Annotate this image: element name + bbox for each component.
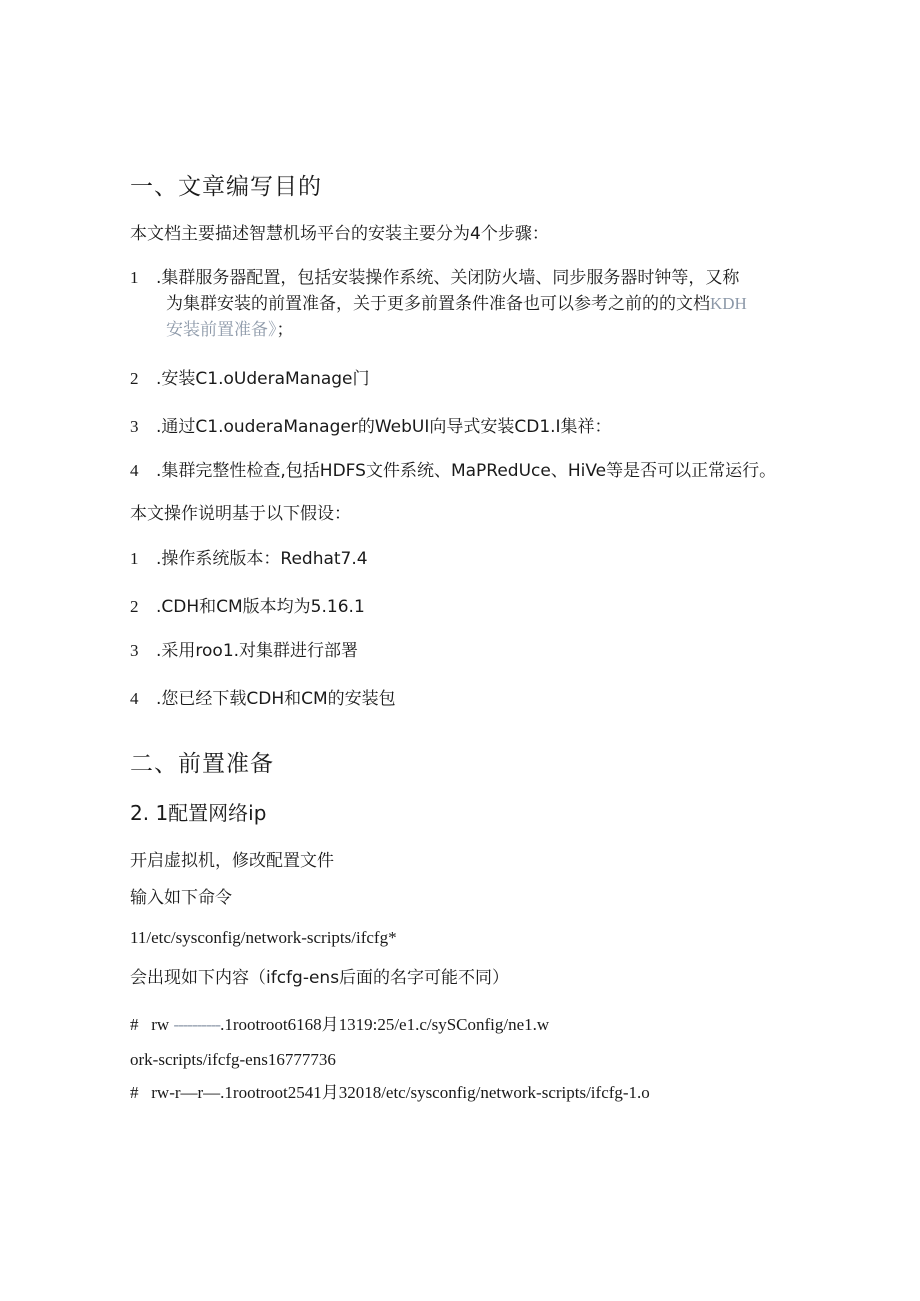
intro-paragraph: 本文档主要描述智慧机场平台的安装主要分为4个步骤： <box>130 224 549 244</box>
assumption-number: 1 <box>130 549 139 568</box>
output-line-2 <box>130 1081 650 1105</box>
output-line-1-continuation: ork-scripts/ifcfg-ens16777736 <box>130 1050 336 1069</box>
step-2 <box>130 367 370 391</box>
step-text: .安装C1.oUderaManage门 <box>156 369 370 389</box>
step-1 <box>130 266 739 290</box>
step-text: .集群服务器配置，包括安装操作系统、关闭防火墙、同步服务器时钟等，又称 <box>156 268 740 288</box>
step-text: .集群完整性检查,包括HDFS文件系统、MaPRedUce、HiVe等是否可以正常运行。 <box>156 461 777 481</box>
hash-symbol: # <box>130 1083 139 1102</box>
subsection-heading: 2. 1配置网络ip <box>130 801 267 825</box>
step-1-continuation <box>166 292 747 316</box>
step-4 <box>130 459 776 483</box>
step-number: 1 <box>130 268 139 287</box>
output-text: .1rootroot6168月1319:25/e1.c/sySConfig/ne1.w <box>220 1015 550 1034</box>
assumption-number: 3 <box>130 641 139 660</box>
assumptions-intro: 本文操作说明基于以下假设： <box>130 504 351 524</box>
output-dashes: ---------- <box>173 1015 221 1034</box>
output-text: rw-r—r—.1rootroot2541月32018/etc/sysconfig/network-scripts/ifcfg-1.o <box>151 1083 650 1102</box>
assumption-text: .您已经下载CDH和CM的安装包 <box>156 689 396 709</box>
assumption-4 <box>130 687 396 711</box>
paragraph-open-vm: 开启虚拟机，修改配置文件 <box>130 851 334 871</box>
step-text: .通过C1.ouderaManager的WebUI向导式安装CD1.I集祥： <box>156 417 612 437</box>
assumption-number: 4 <box>130 689 139 708</box>
step-number: 3 <box>130 417 139 436</box>
step-3 <box>130 415 612 439</box>
step-number: 4 <box>130 461 139 480</box>
step-text: 为集群安装的前置准备，关于更多前置条件准备也可以参考之前的的文档 <box>166 294 710 314</box>
assumption-2 <box>130 595 365 619</box>
command-line: 11/etc/sysconfig/network-scripts/ifcfg* <box>130 928 397 947</box>
paragraph-input-command: 输入如下命令 <box>130 888 232 908</box>
assumption-1 <box>130 547 368 571</box>
step-1-continuation-2 <box>166 318 294 342</box>
output-text: rw <box>151 1015 170 1034</box>
assumption-text: .采用roo1.对集群进行部署 <box>156 641 359 661</box>
hash-symbol: # <box>130 1015 139 1034</box>
step-number: 2 <box>130 369 139 388</box>
section-1-heading: 一、文章编写目的 <box>130 174 322 200</box>
paragraph-output-note: 会出现如下内容（ifcfg-ens后面的名字可能不同） <box>130 968 510 988</box>
doc-reference: KDH <box>710 294 747 313</box>
assumption-number: 2 <box>130 597 139 616</box>
assumption-text: .CDH和CM版本均为5.16.1 <box>156 597 365 617</box>
doc-reference: 安装前置准备》 <box>166 320 277 340</box>
section-2-heading: 二、前置准备 <box>130 751 274 777</box>
assumption-3 <box>130 639 358 663</box>
output-line-1 <box>130 1013 549 1037</box>
step-text: ； <box>276 320 294 340</box>
assumption-text: .操作系统版本：Redhat7.4 <box>156 549 368 569</box>
